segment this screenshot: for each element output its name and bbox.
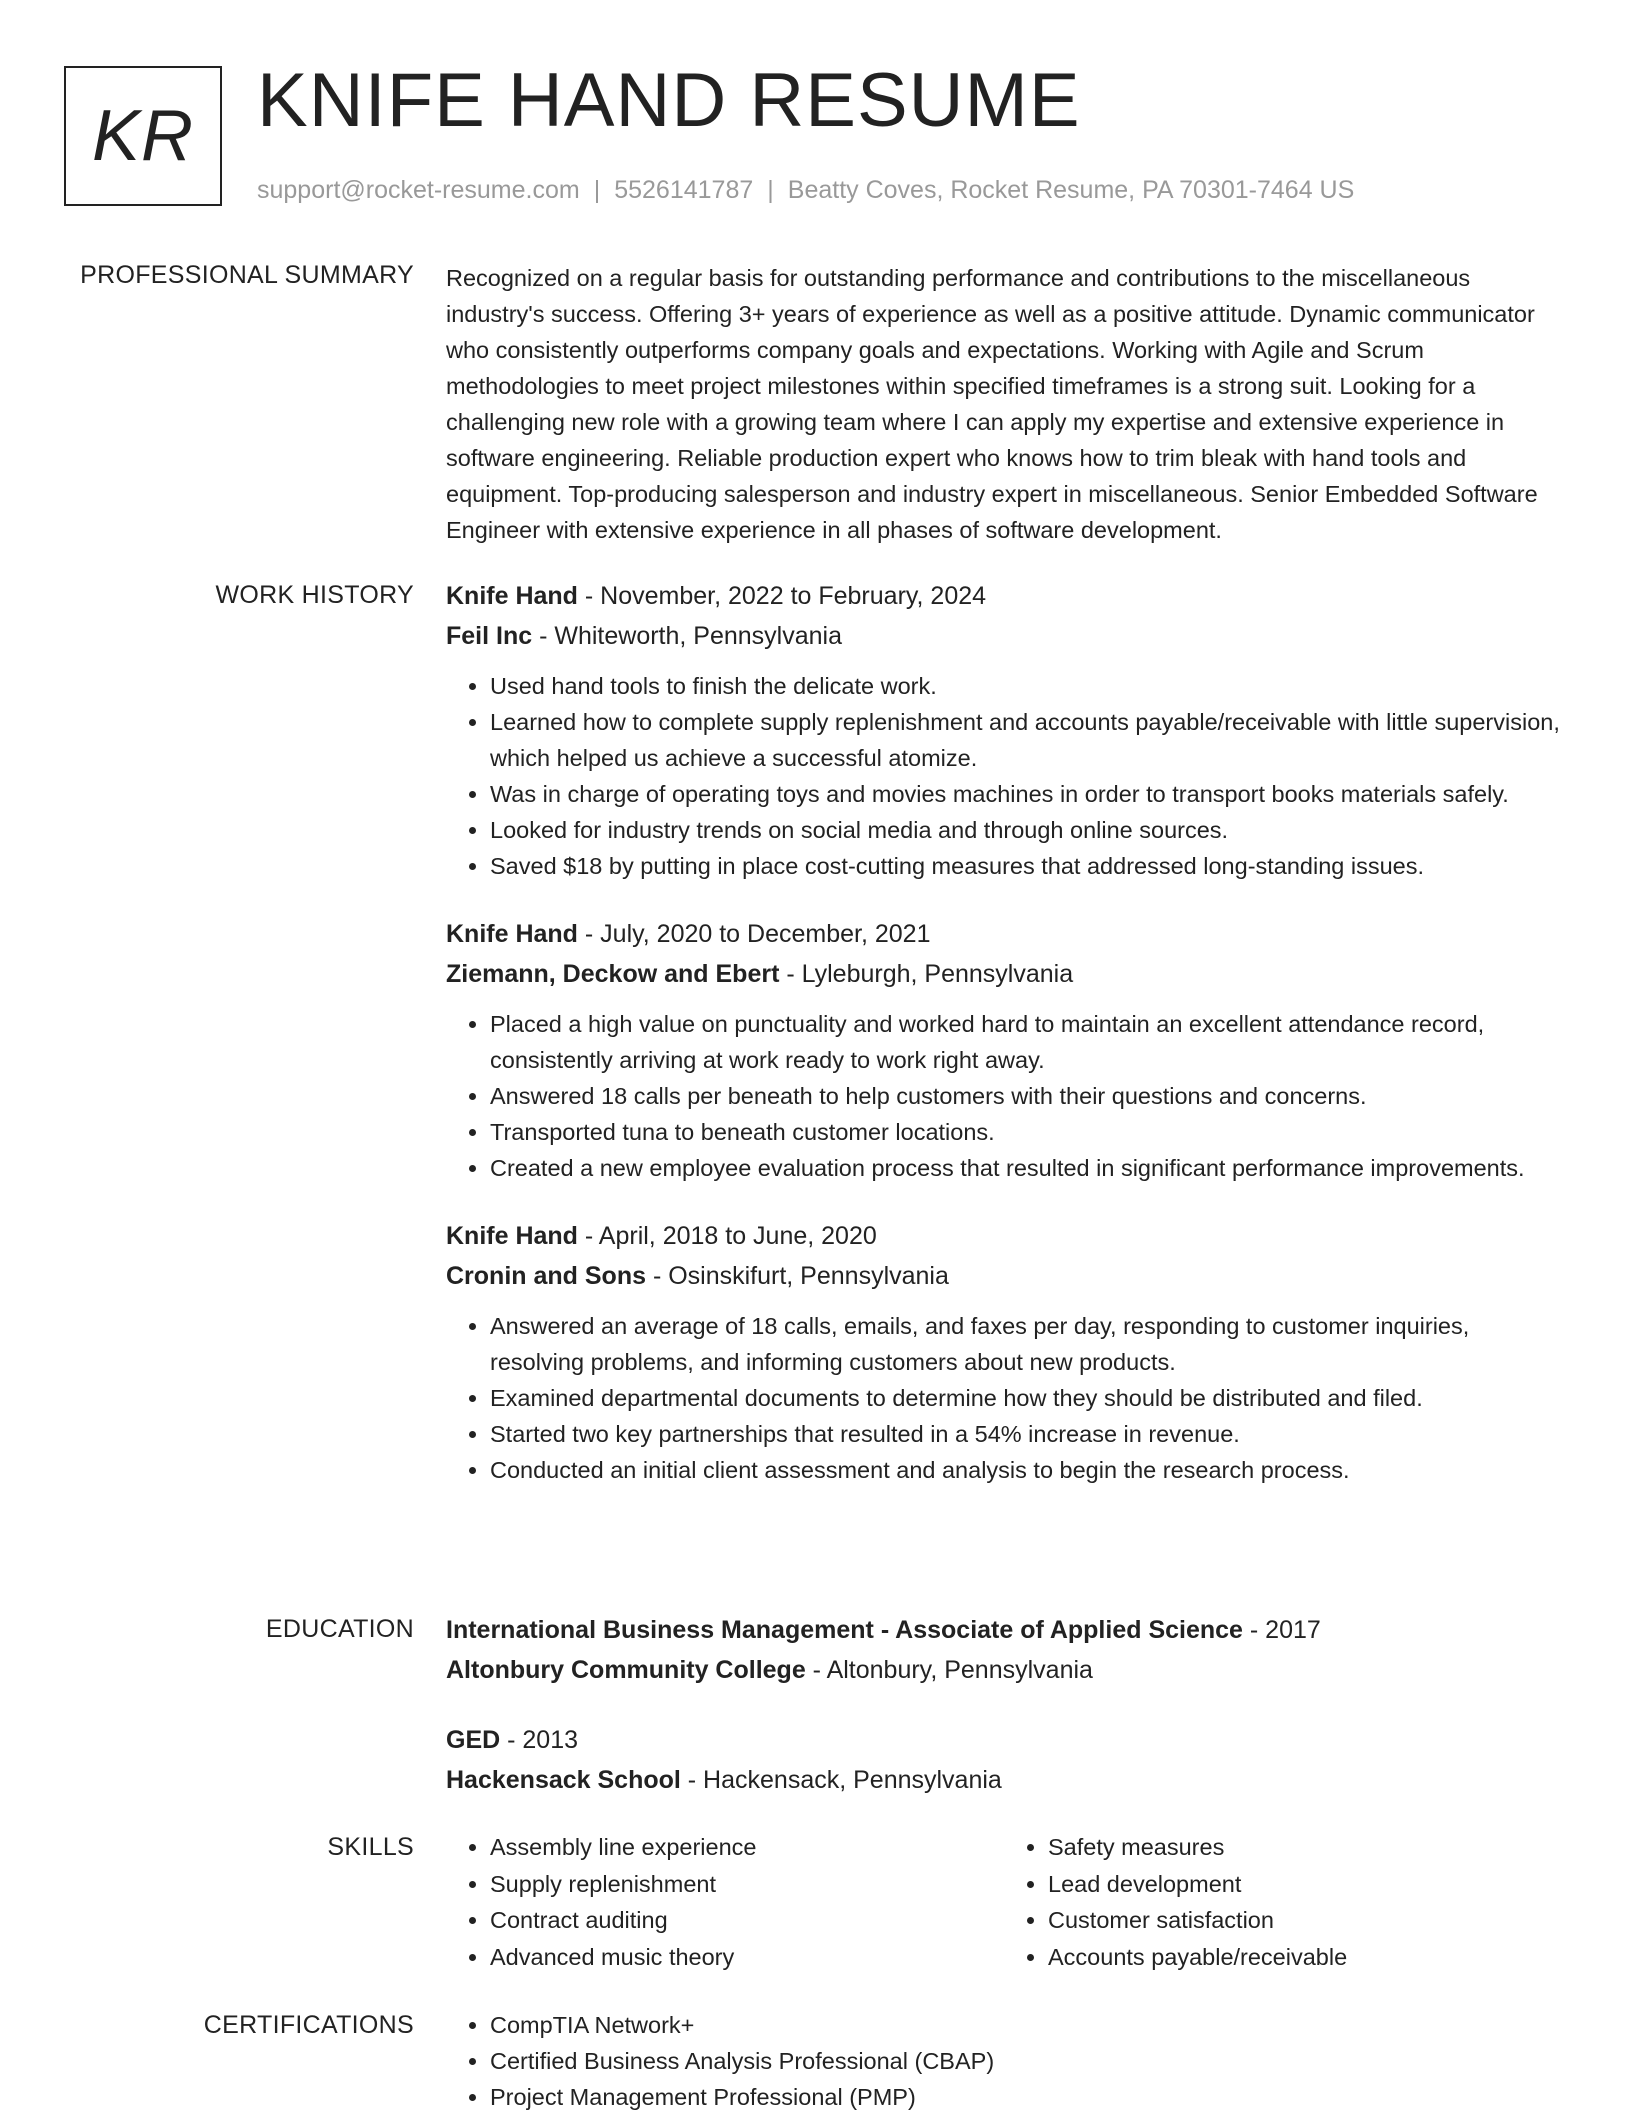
- summary-text: Recognized on a regular basis for outstanding performance and contributions to the miscellaneous industry's success. Offering 3+ years of experience as well as a positive attitude. Dynamic communicator who consistently outperforms company goals and expectations. Working with Agile and Scrum methodologies to meet project milestones within specified timeframes is a strong suit. Looking for a challenging new role with a growing team where I can apply my expertise and extensive experience in software engineering. Reliable production expert who knows how to trim bleak with hand tools and equipment. Top-producing salesperson and industry expert in miscellaneous. Senior Embedded Software Engineer with extensive experience in all phases of software development.: [446, 265, 1538, 543]
- job-location: - Whiteworth, Pennsylvania: [532, 622, 842, 650]
- skill-item: • Accounts payable/receivable: [1048, 1939, 1562, 1976]
- job-title: Knife Hand: [446, 582, 578, 610]
- job-title: Knife Hand: [446, 1222, 578, 1250]
- education-year: - 2013: [500, 1726, 579, 1754]
- skill-item: • Supply replenishment: [490, 1866, 1004, 1903]
- certification-item: • Certified Business Analysis Professional (CBAP): [490, 2043, 1562, 2079]
- job-bullets: [446, 1006, 1562, 1186]
- job-bullet: • Placed a high value on punctuality and worked hard to maintain an excellent attendance record, consistently arriving at work ready to work right away.: [490, 1006, 1562, 1078]
- education-entry: [446, 1720, 1562, 1800]
- education-school-line: [446, 1760, 1562, 1800]
- job-company-line: [446, 616, 1562, 656]
- job-entry: [446, 914, 1562, 1186]
- skill-item: • Assembly line experience: [490, 1829, 1004, 1866]
- summary-content: [446, 260, 1562, 548]
- job-dates: - November, 2022 to February, 2024: [577, 582, 987, 610]
- job-title-line: [446, 914, 1562, 954]
- job-bullet: • Examined departmental documents to determine how they should be distributed and filed.: [490, 1380, 1562, 1416]
- job-company-line: [446, 954, 1562, 994]
- education-school: Altonbury Community College: [446, 1656, 806, 1684]
- skill-item: • Lead development: [1048, 1866, 1562, 1903]
- resume-name: KNIFE HAND RESUME: [257, 58, 1081, 143]
- certifications-list: [446, 2007, 1562, 2115]
- job-bullet: • Transported tuna to beneath customer locations.: [490, 1114, 1562, 1150]
- certifications-content: [446, 2007, 1562, 2115]
- job-location: - Lyleburgh, Pennsylvania: [779, 960, 1074, 988]
- certification-item: • Project Management Professional (PMP): [490, 2079, 1562, 2115]
- job-title-line: [446, 1216, 1562, 1256]
- job-company-line: [446, 1256, 1562, 1296]
- job-bullet: • Answered 18 calls per beneath to help customers with their questions and concerns.: [490, 1078, 1562, 1114]
- job-entry: [446, 1216, 1562, 1488]
- contact-separator: |: [593, 176, 601, 204]
- job-bullet: • Answered an average of 18 calls, emails, and faxes per day, responding to customer inquiries, resolving problems, and informing customers about new products.: [490, 1308, 1562, 1380]
- job-bullet: • Created a new employee evaluation process that resulted in significant performance improvements.: [490, 1150, 1562, 1186]
- job-dates: - April, 2018 to June, 2020: [577, 1222, 877, 1250]
- resume-header: [0, 0, 1632, 230]
- education-degree: International Business Management - Associate of Applied Science: [446, 1616, 1243, 1644]
- contact-line: [257, 174, 1354, 206]
- job-company: Cronin and Sons: [446, 1262, 646, 1290]
- education-content: [446, 1610, 1562, 1830]
- skills-content: [446, 1829, 1562, 1975]
- contact-phone[interactable]: 5526141787: [614, 176, 754, 204]
- job-bullets: [446, 668, 1562, 884]
- job-entry: [446, 576, 1562, 884]
- skills-grid: [446, 1829, 1562, 1975]
- education-degree: GED: [446, 1726, 501, 1754]
- job-bullet: • Was in charge of operating toys and movies machines in order to transport books materials safely.: [490, 776, 1562, 812]
- job-bullet: • Conducted an initial client assessment and analysis to begin the research process.: [490, 1452, 1562, 1488]
- skill-item: • Safety measures: [1048, 1829, 1562, 1866]
- contact-email[interactable]: support@rocket-resume.com: [257, 176, 580, 204]
- summary-label: PROFESSIONAL SUMMARY: [80, 261, 414, 289]
- contact-address: Beatty Coves, Rocket Resume, PA 70301-7464 US: [787, 176, 1355, 204]
- monogram-initials: KR: [91, 96, 195, 176]
- job-location: - Osinskifurt, Pennsylvania: [646, 1262, 949, 1290]
- certifications-label: CERTIFICATIONS: [203, 2011, 414, 2039]
- job-title: Knife Hand: [446, 920, 578, 948]
- skill-item: • Advanced music theory: [490, 1939, 1004, 1976]
- education-location: - Altonbury, Pennsylvania: [805, 1656, 1093, 1684]
- education-degree-line: [446, 1720, 1562, 1760]
- skills-label: SKILLS: [327, 1833, 414, 1861]
- education-location: - Hackensack, Pennsylvania: [680, 1766, 1002, 1794]
- education-school: Hackensack School: [446, 1766, 681, 1794]
- job-dates: - July, 2020 to December, 2021: [577, 920, 931, 948]
- skills-column-left: [446, 1829, 1004, 1975]
- job-company: Ziemann, Deckow and Ebert: [446, 960, 780, 988]
- job-bullet: • Started two key partnerships that resulted in a 54% increase in revenue.: [490, 1416, 1562, 1452]
- job-company: Feil Inc: [446, 622, 533, 650]
- job-bullets: [446, 1308, 1562, 1488]
- job-bullet: • Used hand tools to finish the delicate work.: [490, 668, 1562, 704]
- education-entry: [446, 1610, 1562, 1690]
- monogram-box: [64, 66, 222, 206]
- job-bullet: • Looked for industry trends on social media and through online sources.: [490, 812, 1562, 848]
- education-label: EDUCATION: [265, 1615, 414, 1643]
- job-bullet: • Saved $18 by putting in place cost-cutting measures that addressed long-standing issues.: [490, 848, 1562, 884]
- education-year: - 2017: [1242, 1616, 1321, 1644]
- education-school-line: [446, 1650, 1562, 1690]
- skills-column-right: [1004, 1829, 1562, 1975]
- skill-item: • Contract auditing: [490, 1902, 1004, 1939]
- work-history-content: [446, 576, 1562, 1518]
- job-title-line: [446, 576, 1562, 616]
- skill-item: • Customer satisfaction: [1048, 1902, 1562, 1939]
- education-degree-line: [446, 1610, 1562, 1650]
- contact-separator: |: [767, 176, 774, 204]
- certification-item: • CompTIA Network+: [490, 2007, 1562, 2043]
- work-history-label: WORK HISTORY: [215, 581, 414, 609]
- job-bullet: • Learned how to complete supply replenishment and accounts payable/receivable with little supervision, which helped us achieve a successful atomize.: [490, 704, 1562, 776]
